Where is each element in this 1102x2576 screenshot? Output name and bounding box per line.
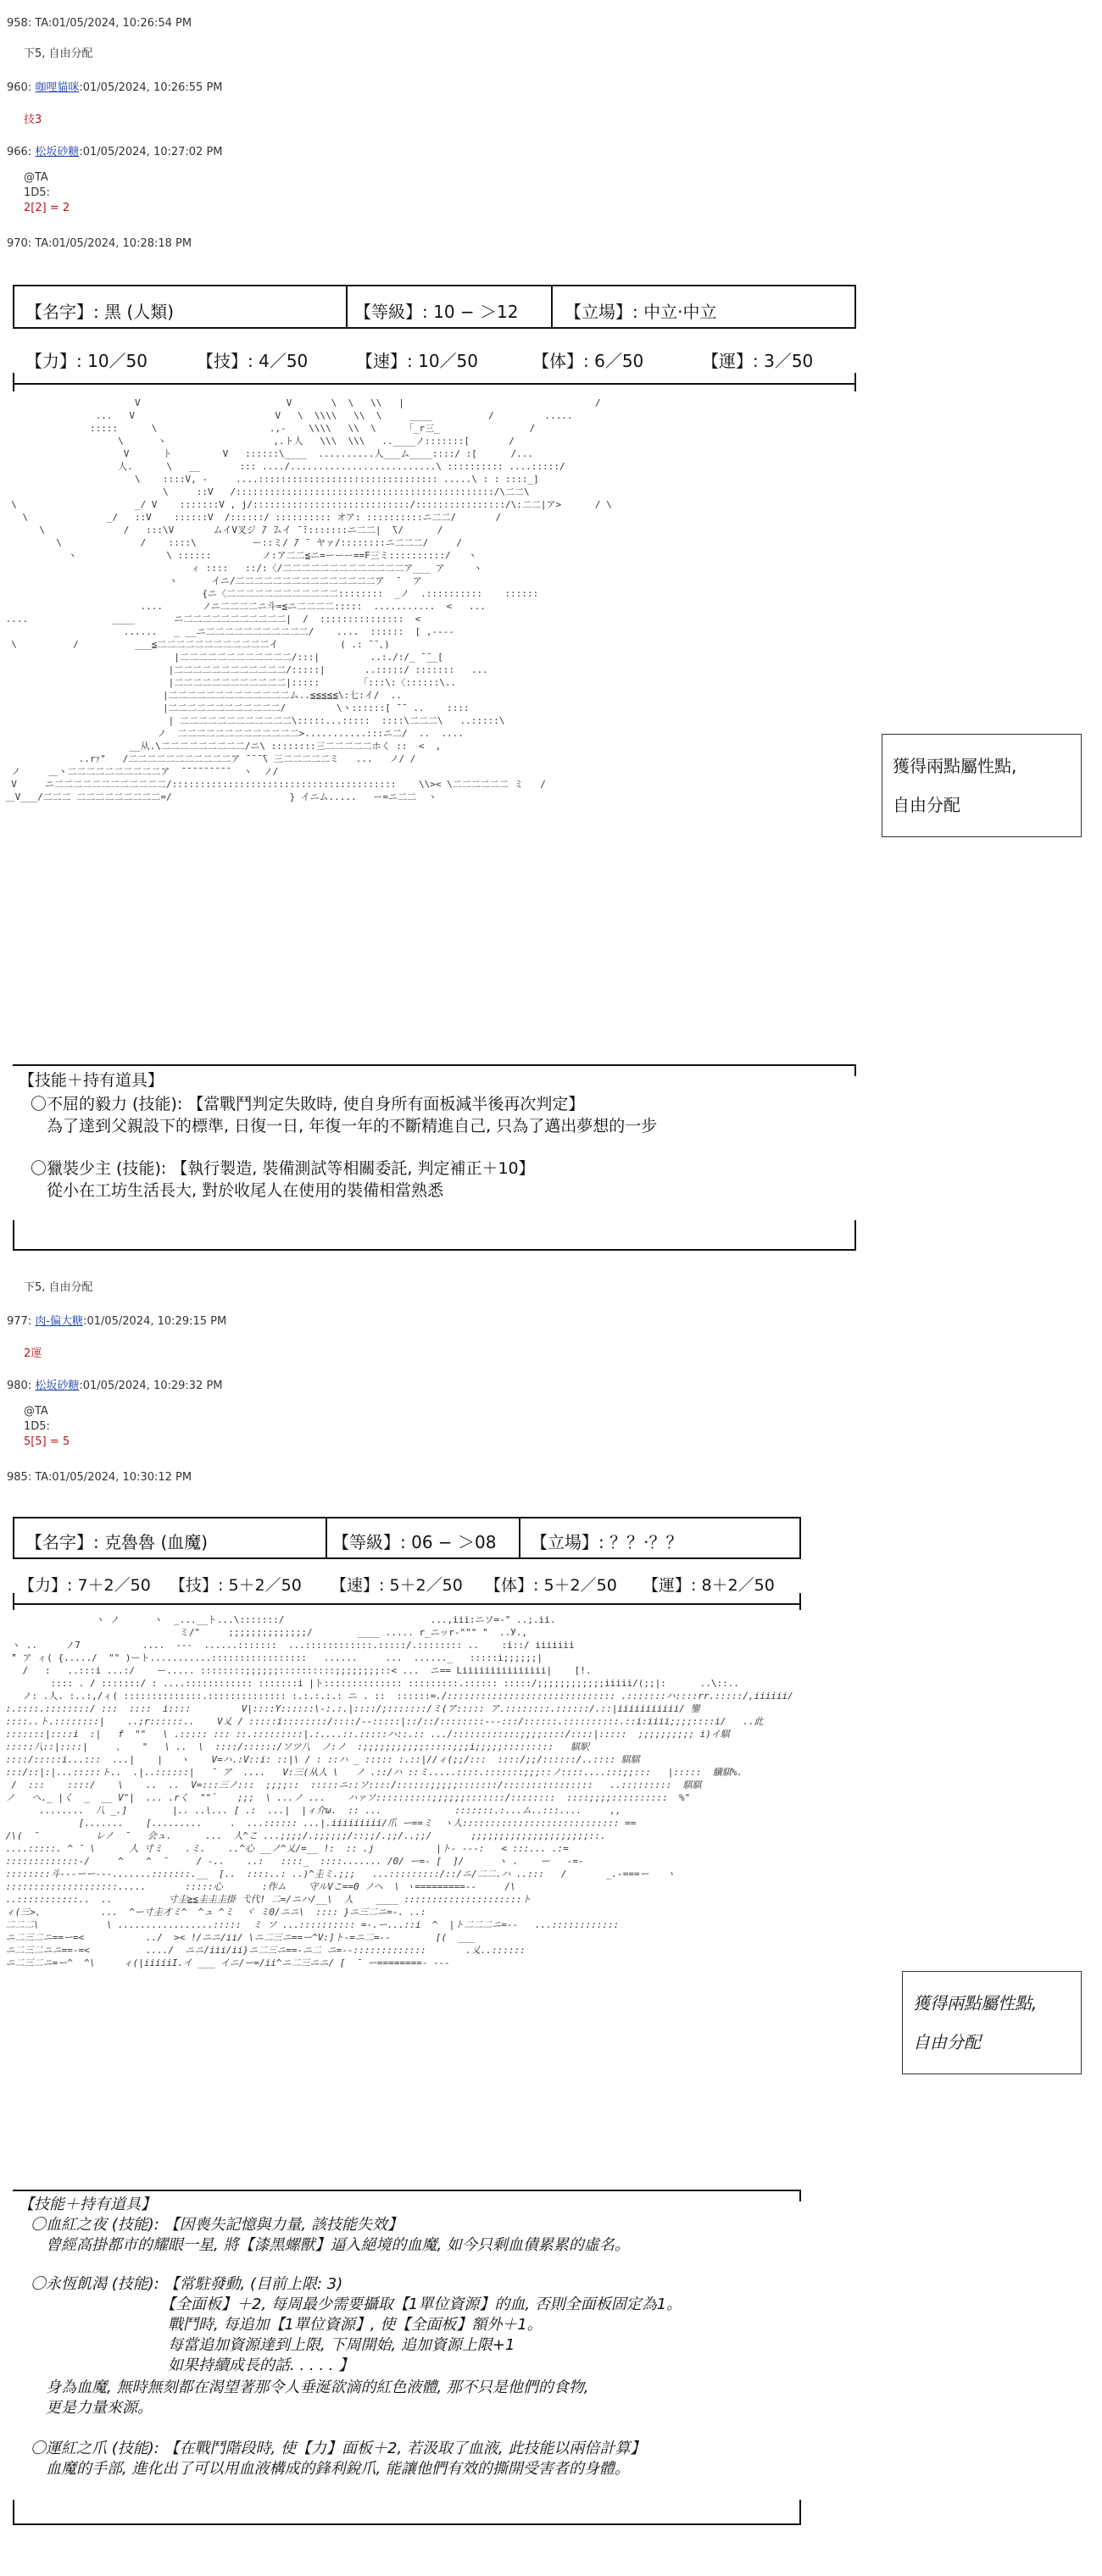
post-header: 958: TA:01/05/2024, 10:26:54 PM [7, 17, 192, 30]
skill-line: 〇血紅之夜 (技能): 【因喪失記憶與力量, 該技能失效】 [31, 2216, 403, 2234]
stat-con: 【体】: 6／50 [532, 351, 644, 371]
user-link[interactable]: 肉-偏大糖 [35, 1315, 84, 1328]
skill-line: 〇運紅之爪 (技能): 【在戰鬥階段時, 使【力】面板＋2, 若汲取了血液, 此技能以兩倍計算】 [31, 2440, 646, 2457]
frame-line [13, 1593, 14, 1610]
frame-line [13, 2190, 801, 2191]
name-field: 【名字】: 克魯魯 (血魔) [25, 1532, 209, 1552]
skill-line: 戰鬥時, 每追加【1單位資源】, 使【全面板】額外＋1。 [31, 2316, 543, 2334]
post-body: 下5, 自由分配 [24, 1281, 93, 1294]
skill-line: 【全面板】＋2, 每周最少需要攝取【1單位資源】的血, 否則全面板固定為1。 [31, 2296, 682, 2313]
level-field: 【等級】: 06 − ＞08 [332, 1532, 497, 1552]
stat-str: 【力】: 7＋2／50 [19, 1576, 151, 1595]
user-link[interactable]: 松坂砂糖 [35, 1380, 80, 1392]
frame-line [13, 1249, 856, 1251]
frame-line [13, 383, 856, 385]
post-header: 966: 松坂砂糖:01/05/2024, 10:27:02 PM [7, 146, 223, 158]
stat-str: 【力】: 10／50 [25, 351, 147, 371]
skill-line: 身為血魔, 無時無刻都在渴望著那令人垂涎欲滴的紅色液體, 那不只是他們的食物, [31, 2379, 589, 2396]
frame-line [13, 373, 14, 391]
stat-luck: 【運】: 8＋2／50 [643, 1576, 775, 1595]
stat-tech: 【技】: 4／50 [197, 351, 309, 371]
side-box-line: 自由分配 [893, 795, 960, 815]
stat-spd: 【速】: 5＋2／50 [331, 1576, 463, 1595]
side-box-line: 獲得兩點屬性點, [893, 756, 1017, 776]
dice-label: 1D5: [24, 186, 50, 199]
attribute-points-box [882, 734, 1082, 837]
skill-line: 血魔的手部, 進化出了可以用血液構成的鋒利銳爪, 能讓他們有效的撕開受害者的身體。 [31, 2460, 630, 2478]
mention: @TA [24, 171, 48, 184]
post-header: 985: TA:01/05/2024, 10:30:12 PM [7, 1471, 192, 1484]
post-header: 980: 松坂砂糖:01/05/2024, 10:29:32 PM [7, 1380, 223, 1392]
frame-line [13, 2500, 14, 2525]
post-header: 970: TA:01/05/2024, 10:28:18 PM [7, 237, 192, 250]
frame-line [13, 327, 856, 329]
frame-line [854, 1220, 856, 1251]
post-header: 960: 咖哩貓咪:01/05/2024, 10:26:55 PM [7, 81, 223, 94]
skill-line: 更是力量來源。 [31, 2399, 153, 2417]
frame-line [854, 373, 856, 391]
ascii-art-illustration: ヽ ノ ヽ _...__ト...\:::::::/ ...,iii:ニソ=-" ..;.ii. ミ/" ;;;;;;;;;;;;;;/ ____ ..... r_ニッr-""" " ..У., ヽ .. ノ7 .... --- ......::::::: ...::::::::::::.:::::/.:::::::: .. :i::/ iiiiiii ̄" ア ィ( {...../ "" )ート...........::::::::::::::::: ...... ... ......_ :::::i;;;;;;| / : ..:::i ...:/ ー..... ::::::::;;;;;;::::::::::;;;;;;;;::< ... ニ== Liiiiiiiiiiiiiii| [!. :::: . / :::::::/ : ....:::::::::::: :::::::i |ト:::::::::::::: :::::::::.:::::: :::::/;;;;;;;;;;;;iiiii/(;;|: ..\::.. ノ: .人. :..:,/ィ( ::::::::::::::.:::::::::::::: :.:.:.:.: ニ . :: ::::::=./:::::::::::::::::::::::::::::: .:::::::ハ::::rr.:::::/,iiiiii/ :.::::.::::::::/ ::: :::: i:::: V|::::Y::::::\-:.:.|::::/;:::::::/ミ(ア::::: ア.::::::::.::::::/.::|iiiiiiiiiii/ 鑾 ::::..ト.::::::::| ..;r::::::.. V乂 / :::::i::::::::/::::/--:::::|::/::/::::::::---:::/::::::.::::::::::.::i:iiii;;;;::::i/ ..此 :::::::|::::i :| f "" \ .::::: ::: ::.:::::::::|.:....::.:::::ハ::.:: .../::::::::::::;;;;::::/::::|::::: ;;;;;;;;;; i)イ騏 :::::八::|::::| 、 " \ .. \ ::::/::::::/ソツ八 ノ:ノ :;;;;;;;;;;;:::::;;;i;;;;;::::::::: 騏駅 ::::/:::::i...::: ...| | ヽ V=ハ.:V::i: ::|\ / : ::ハ _ ::::: :.::|//ィ(;;/::: ::::/;;/::::::/..:::: 騏騏 :::/::|:|...:::::ト.. .|..::::::| ̄ ア .... V:三(从人 \ ノ .::/ハ ::ミ.....::::.:::::::;;;::ノ::::....:::;;::: |::::: 驥騏%. / ::: ::::/ \ .. .. V=:::三ノ::: ;;;;:: :::::ニ::ソ::::/::::::;;;;;:::::::/:::::::::::::::: ..::::::::: 騏騏 ノ ヘ._ |く _ __ V"| ... .rく ""゛ ;;; \ ...ノ ... ハァソ::::::::::;;;;;;:::::::/:::::::: ::::;;;;:::::::::: %" ........ 八 _.] |.. ..\... [ .: ...| |ィ介ω. :: ... :::::::.:...ム..:::.... ,, [....... [......... . ...:::::: ...|.iiiiiiiii/爪 ー==ミ ヽ人:::::::::::::::::::::::::::: == /\( ̄ レノ ̄ 会ュ. ... 人^こ ...;;;;/.;;;;;;/::;;/.;;/..;;/ ;;;;;;;;;;;;;;;;;;;;;::. ....:::::. ^ ̄ \ 人 寸ミ .ミ. ..^心 __ノ^乂/=__ !: :: .j |ト- ---: < :::... .:= :::::::::::::-/ ^ ^ ̄ / -.. ..: ::::_ ::::....... /0/ ー=- [ ]/ ヽ . ー -=- ::::::::斗---ーー---.......:::::::.__ [.. ::::..: ..)^圭ミ.;;; ...:::::::::/::/ニ/二二.ハ ..::: / _.-===ー ヽ ::::::::::::::::::::..... :::::心 :作ム 守ルVこ==0 ノヘ \ ヽ=========-- /\ ..:::::::::::.. .. 寸圭≧≦圭圭圭掛 弋代! 二=/ニハ/__\ 人 ____ :::::::::::::::::::::ト ィ(三>、 ... ^ー寸圭才ミ^ ^ュ ^ミ ヾ ミ0/ニニ\ :::: }ニ三二ニ=-. ..: 二二二\ \ .................::::: ミ ソ ...:::::::::: =-.ー...::i ^ |ト二二二ニ=-- ...:::::::::::: ニ二三二ニ==ー=< ../ >< !/ニニ/ii/ \ニ二三ニ==ー^V:]ト-=ニ二=-- [( ___ ニ二三二ニニ==-=< ..../ ニニ/iii/ii}ニ二三ニ==-ニ二 ニ=--::::::::::::: .乂..:::::: ニ二三二ニ=ー^ ^\ ィ(|iiiiiI.イ ___ イニ/ー=/ii^ニ二三ニニ/ [ ̄ ー========- --- [5, 1614, 793, 1968]
frame-line [854, 1064, 856, 1076]
ascii-art-illustration: V V \ \ \\ | / ... V V \ \\\\ \\ \ ____ / ..... ::::: \ .,- \\\\ \\ \ 「_r三_ / \ ヽ ,.ト人 \\\ \\\ ..____ノ:::::::[ / V ト V ::::::\____ ..........人___ム____::::/ :[ /... 人. \ __ ::: ..../..........................\ :::::::::: ....:::::/ \ ::::V, - ....:::::::::::::::::::::::::::::::: .....\ : : ::::_] \ ::V /::::::::::::::::::::::::::::::::::::::::::::::/\二二\ \ _/ V :::::::V , j/::::::::::::::::::::::::::::/::::::::::::::::/\:二二|ア> / \ \ _/ ::V ::::::V /::::::/ :::::::::: オア: ::::::::::ニ二二/ / \ / :::\V ムイV叉ジ ̄/ ̄ムイ ̄ ̄::::::::ニ二二| ̄\/ / \ / ::::\ ー::ミ/ ̄/ ̄ ヤァ/::::::::ニ二二二/ / ヽ \ :::::: ノ:ア二二≦ニ=ーーー==F三ミ::::::::::/ ヽ ィ :::: ::/:〈/二二二二二二二二二二二二二ア___ ア ヽ ヽ イニ/二二二二二二二二二二二二二二二ア ̄ ア {ニ〈二二二二二二二二二二二二:::::::: _ノ .:::::::::: :::::: .... ノニ二二二二ニ斗=≦ニ二二二二::::: ........... < ... .... ____ ニ二二二二二二二二二二二| / ::::::::::::::: < ...... _ __ニ二二二二二二二二二二二/ .... :::::: [ ,---- \ / ___≦二二二二二二二二二二二二イ ( .: ̄ ̄ 、) |二二二二二二二二二二二二/:::| ..:./:/_ ̄ ̄__[ |二二二二二二二二二二二二/:::::| ..:::::/ ::::::: ... |二二二二二二二二二二二二|::::: 「:::\:〈::::::\.. |二二二二二二二二二二二二二ム..≦≦≦≦≦\:七:イ/ .. |二二二二二二二二二二二二/ \ヽ::::::[ ̄ ̄ .. :::: | 二二二二二二二二二二二二\:::::...::::: ::::\二二二\ ..:::::\ ノ 二二二二二二二二二二二二二>...........:::ニ二/ .. .... __从.\二二二二二二二二二/ニ\ ::::::::三二二二二二ホく :: < , ..rｧ" /二二二二二二二二二二二ア ̄ ̄ ̄ ̄\ 三二二二二二ミ ... ノ/ / ノ ＿ヽ二二二二二二二二二二ア ̄ ̄ ̄ ̄ ̄ ̄ ̄ ̄ ̄ ヽ ノ/ V ニ二二二二二二二二二二二二/:::::::::::::::::::::::::::::::::::::::: \\>< \二二二二二二 ミ / ＿V___/二二二 二二二二二二二二二=/ } イニム..... ー=ニ二二 ヽ [5, 397, 612, 802]
skill-line: 如果持續成長的話. . . . . 】 [31, 2357, 354, 2374]
side-box-line: 獲得兩點屬性點, [913, 1993, 1038, 2013]
frame-line [13, 1517, 801, 1518]
name-field: 【名字】: 黑 (人類) [25, 302, 175, 322]
frame-line [854, 285, 856, 327]
side-box-line: 自由分配 [913, 2032, 981, 2052]
skills-header: 【技能＋持有道具】 [19, 2196, 156, 2213]
frame-line [799, 2190, 801, 2201]
attribute-points-box [902, 1971, 1082, 2074]
frame-line [519, 1517, 520, 1557]
frame-line [13, 1220, 14, 1251]
frame-line [13, 1603, 801, 1605]
frame-line [13, 2523, 801, 2525]
post-header: 977: 肉-偏大糖:01/05/2024, 10:29:15 PM [7, 1315, 227, 1328]
post-body: 技3 [24, 114, 42, 126]
skill-line: 曾經高掛都市的耀眼一星, 將【漆黑螺獸】逼入絕境的血魔, 如今只剩血債累累的虛名。 [31, 2236, 630, 2254]
level-field: 【等級】: 10 − ＞12 [354, 302, 519, 322]
stat-spd: 【速】: 10／50 [356, 351, 478, 371]
frame-line [13, 1557, 801, 1559]
skill-line: 〇永恆飢渴 (技能): 【常駐發動, (目前上限: 3) [31, 2275, 343, 2293]
skill-line: 每當追加資源達到上限, 下周開始, 追加資源上限+1 [31, 2336, 515, 2354]
frame-line [326, 1517, 327, 1557]
stat-luck: 【運】: 3／50 [702, 351, 814, 371]
frame-line [551, 285, 553, 327]
skill-line: 從小在工坊生活長大, 對於收尾人在使用的裝備相當熟悉 [31, 1181, 444, 1200]
stat-con: 【体】: 5＋2／50 [485, 1576, 617, 1595]
frame-line [13, 1064, 856, 1066]
mention: @TA [24, 1405, 48, 1418]
frame-line [799, 2500, 801, 2525]
dice-label: 1D5: [24, 1420, 50, 1433]
user-link[interactable]: 咖哩貓咪 [35, 81, 80, 94]
stat-tech: 【技】: 5＋2／50 [170, 1576, 302, 1595]
skill-line: 為了達到父親設下的標準, 日復一日, 年復一年的不斷精進自己, 只為了邁出夢想的一步 [31, 1117, 658, 1135]
stance-field: 【立場】: ？？·？？ [531, 1532, 683, 1552]
frame-line [346, 285, 348, 327]
frame-line [13, 285, 856, 286]
frame-line [799, 1593, 801, 1610]
skill-line: 〇獵裝少主 (技能): 【執行製造, 裝備測試等相關委託, 判定補正＋10】 [31, 1159, 535, 1178]
post-body: 下5, 自由分配 [24, 47, 93, 60]
frame-line [799, 1517, 801, 1557]
user-link[interactable]: 松坂砂糖 [35, 146, 80, 158]
dice-result: 5[5] = 5 [24, 1435, 70, 1448]
frame-line [13, 1517, 14, 1557]
dice-result: 2[2] = 2 [24, 202, 70, 214]
skill-line: 〇不屈的毅力 (技能): 【當戰鬥判定失敗時, 使自身所有面板減半後再次判定】 [31, 1095, 585, 1113]
post-body: 2運 [24, 1347, 42, 1360]
skills-header: 【技能＋持有道具】 [19, 1071, 164, 1090]
frame-line [13, 285, 14, 327]
stance-field: 【立場】: 中立·中立 [565, 302, 717, 322]
